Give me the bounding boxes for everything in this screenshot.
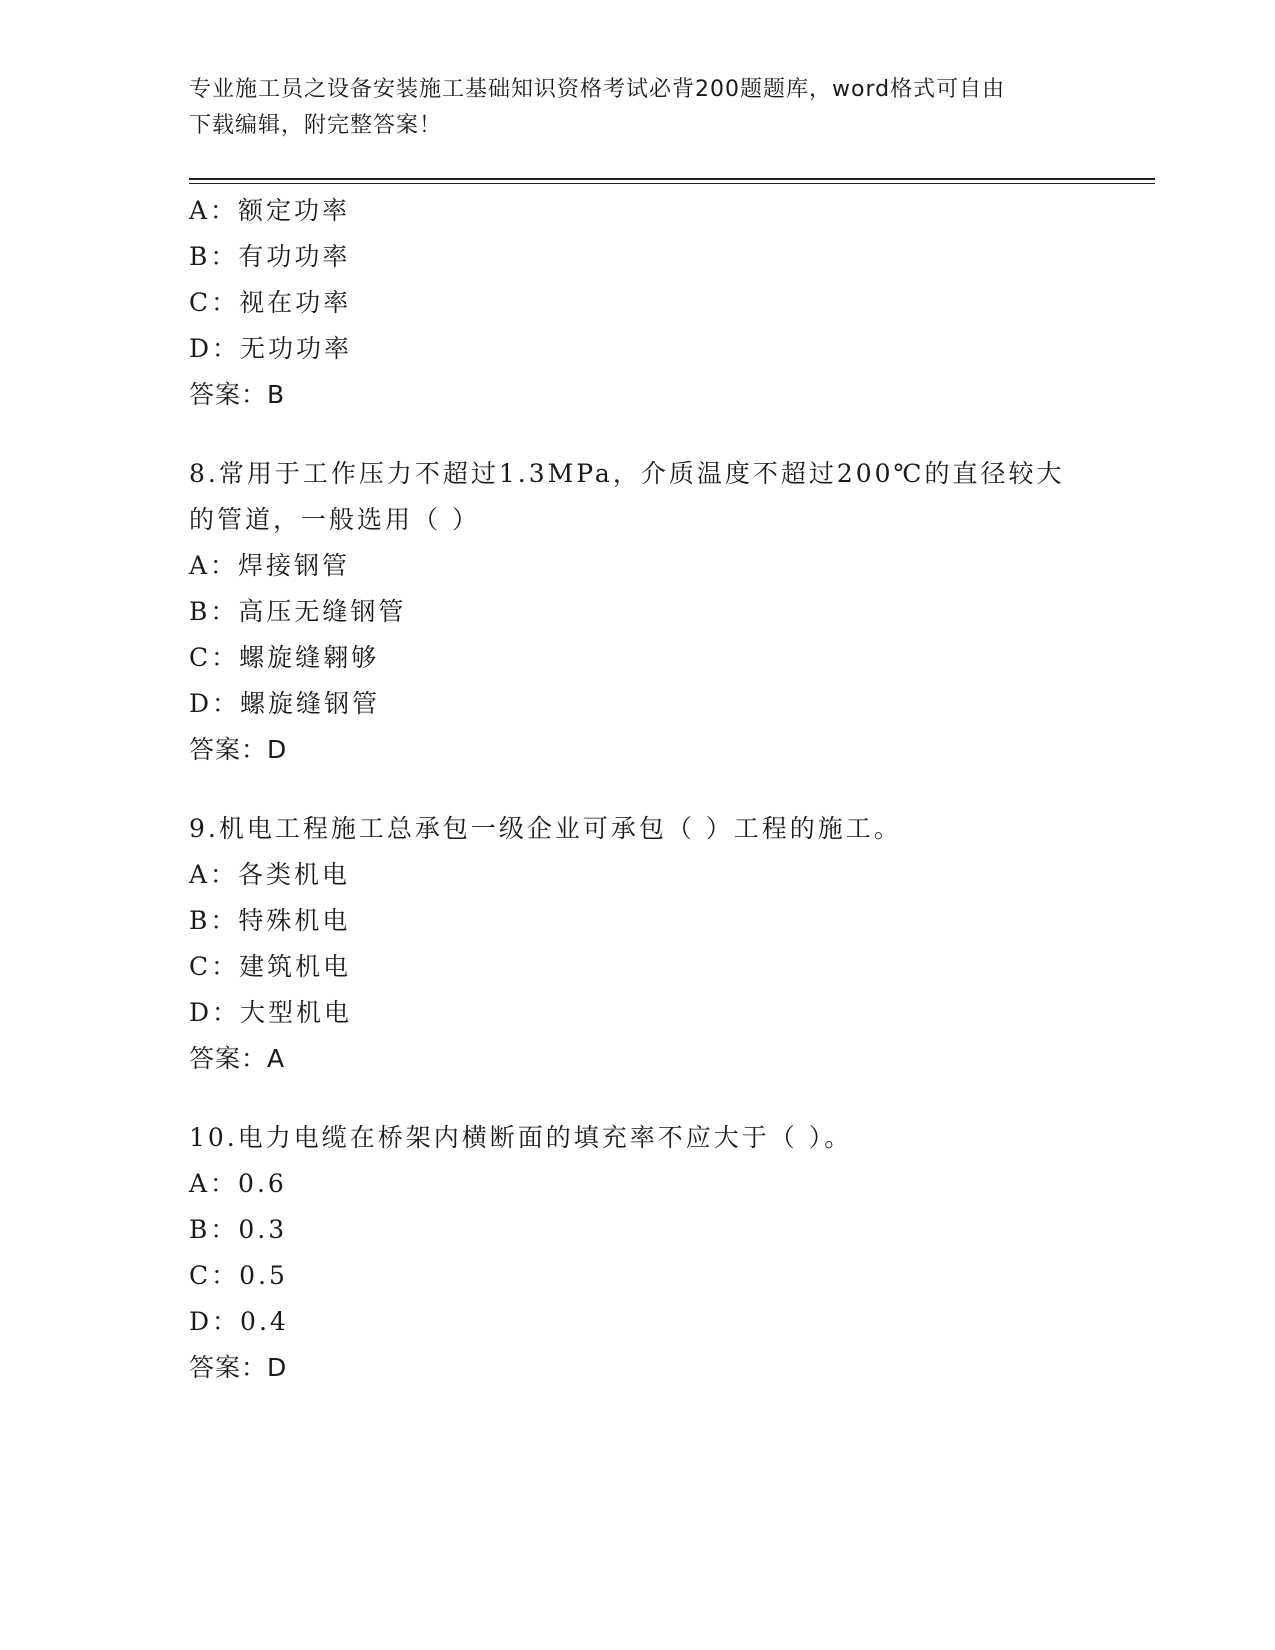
question-stem-line-2: 的管道，一般选用（ ） xyxy=(189,505,480,534)
header-divider-thin xyxy=(189,183,1155,184)
question-stem xyxy=(189,806,1089,852)
answer-line: 答案：A xyxy=(189,1044,286,1073)
question-stem xyxy=(189,1115,1089,1161)
option-c: C：视在功率 xyxy=(189,288,352,317)
question-stem-line-1: 9.机电工程施工总承包一级企业可承包（ ）工程的施工。 xyxy=(189,814,902,843)
option-d: D：0.4 xyxy=(189,1307,289,1336)
option-c: C：0.5 xyxy=(189,1261,288,1290)
option-b: B：高压无缝钢管 xyxy=(189,597,407,626)
option-a: A：0.6 xyxy=(189,1169,287,1198)
question-10 xyxy=(189,1115,1089,1391)
question-stem xyxy=(189,451,1089,543)
question-stem-line-1: 8.常用于工作压力不超过1.3MPa，介质温度不超过200℃的直径较大 xyxy=(189,459,1065,488)
document-header xyxy=(189,72,1089,144)
question-7 xyxy=(189,188,1089,418)
option-d: D：大型机电 xyxy=(189,998,353,1027)
option-c: C：螺旋缝翱够 xyxy=(189,643,380,672)
header-divider-thick xyxy=(189,178,1155,180)
option-a: A：焊接钢管 xyxy=(189,551,351,580)
header-line-1: 专业施工员之设备安装施工基础知识资格考试必背200题题库，word格式可自由 xyxy=(189,77,1006,102)
answer-line: 答案：B xyxy=(189,380,286,409)
answer-line: 答案：D xyxy=(189,735,288,764)
question-list xyxy=(189,188,1089,1391)
option-a: A：各类机电 xyxy=(189,860,351,889)
header-line-2: 下载编辑，附完整答案！ xyxy=(189,113,443,138)
answer-line: 答案：D xyxy=(189,1353,288,1382)
option-c: C：建筑机电 xyxy=(189,952,352,981)
option-a: A：额定功率 xyxy=(189,196,351,225)
option-b: B：特殊机电 xyxy=(189,906,351,935)
question-8 xyxy=(189,451,1089,773)
question-9 xyxy=(189,806,1089,1082)
option-d: D：螺旋缝钢管 xyxy=(189,689,381,718)
option-b: B：0.3 xyxy=(189,1215,288,1244)
option-b: B：有功功率 xyxy=(189,242,351,271)
question-stem-line-1: 10.电力电缆在桥架内横断面的填充率不应大于（ ）。 xyxy=(189,1123,853,1152)
option-d: D：无功功率 xyxy=(189,334,353,363)
